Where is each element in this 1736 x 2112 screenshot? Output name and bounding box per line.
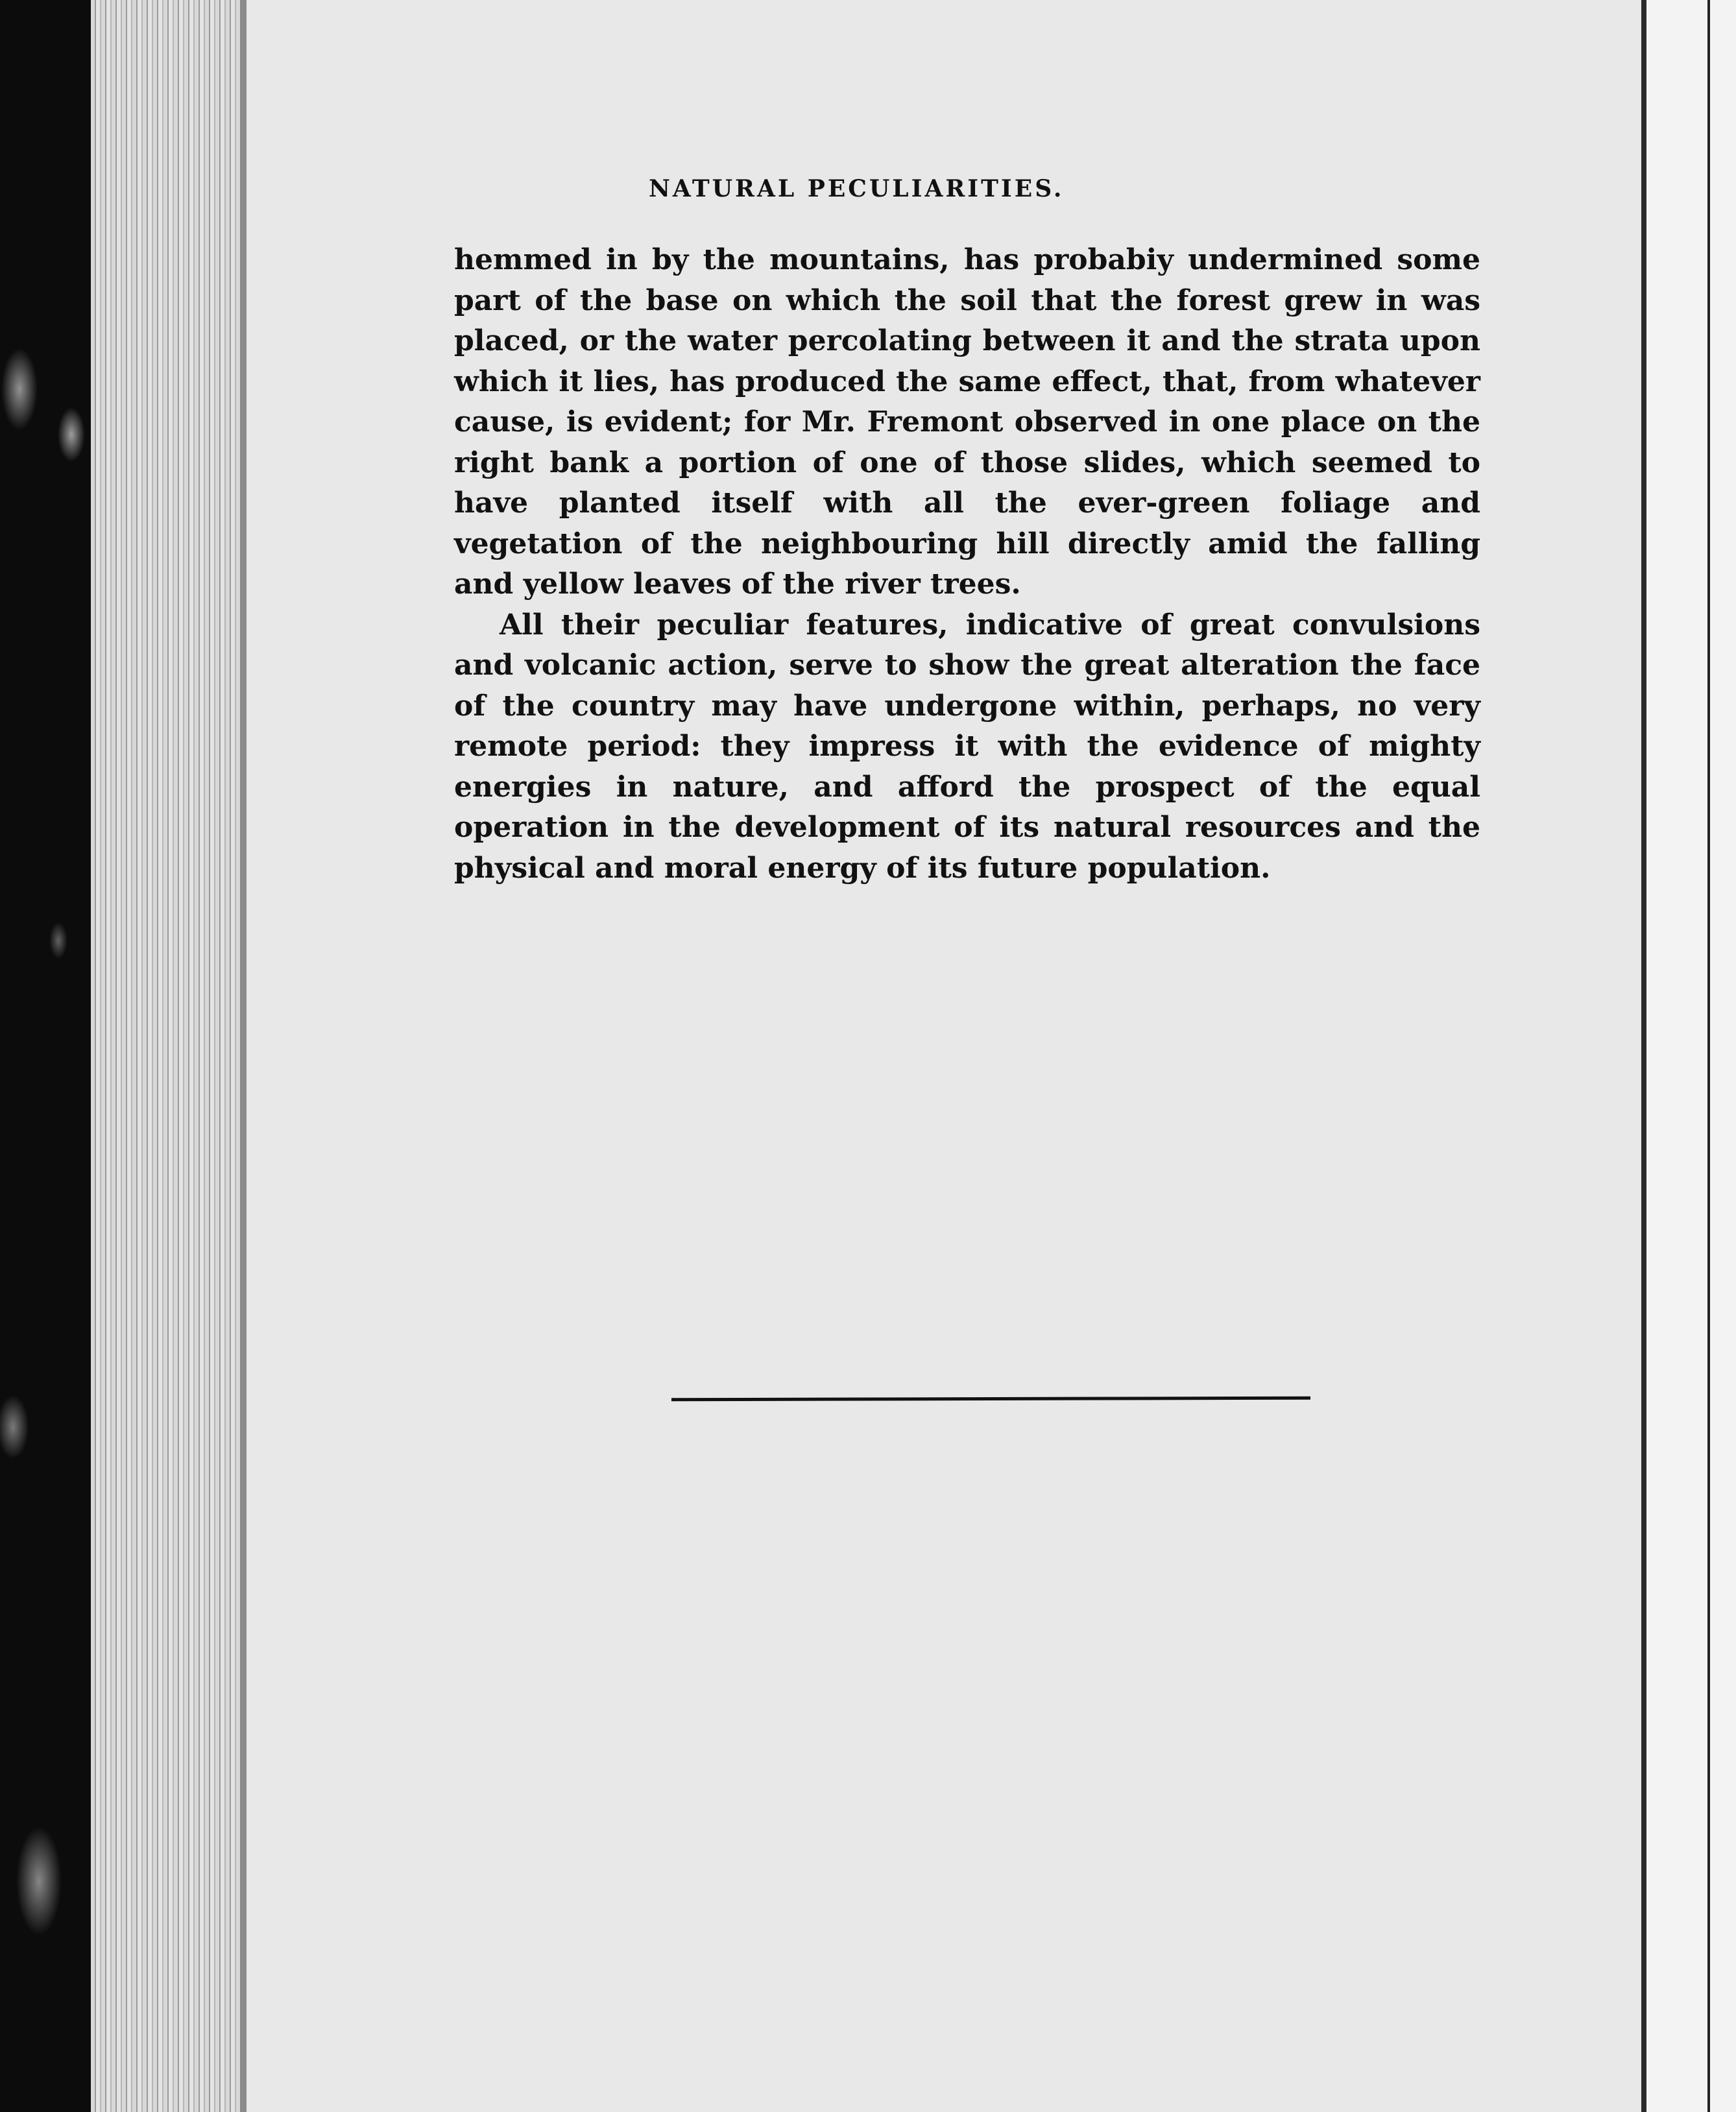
paragraph-2: All their peculiar features, indicative of great convulsions and volcanic action, serve to show the great alteration the face of the country may have undergone within, perhaps, no very remote period: they impress it with the evidence of mighty energies in nature, and afford the prospect of the equal operation in the development of its natural resources and the physical and moral energy of its future population. bbox=[454, 608, 1480, 885]
paragraph-1: hemmed in by the mountains, has probabiy undermined some part of the base on which the soil that the forest grew in was placed, or the water percolating between it and the strata upon which it lies, has produced the same effect, that, from whatever cause, is evident; for Mr. Fremont observed in one place on the right bank a portion of one of those slides, which seemed to have planted itself with all the ever-green foliage and vegetation of the neighbouring hill directly amid the falling and yellow leaves of the river trees. bbox=[454, 243, 1480, 601]
page-border-right bbox=[1641, 0, 1646, 2112]
book-binding bbox=[0, 0, 91, 2112]
running-head: NATURAL PECULIARITIES. bbox=[649, 175, 1065, 202]
adjacent-page-edge bbox=[1646, 0, 1736, 2112]
page-edges bbox=[91, 0, 247, 2112]
body-text bbox=[454, 240, 1480, 889]
